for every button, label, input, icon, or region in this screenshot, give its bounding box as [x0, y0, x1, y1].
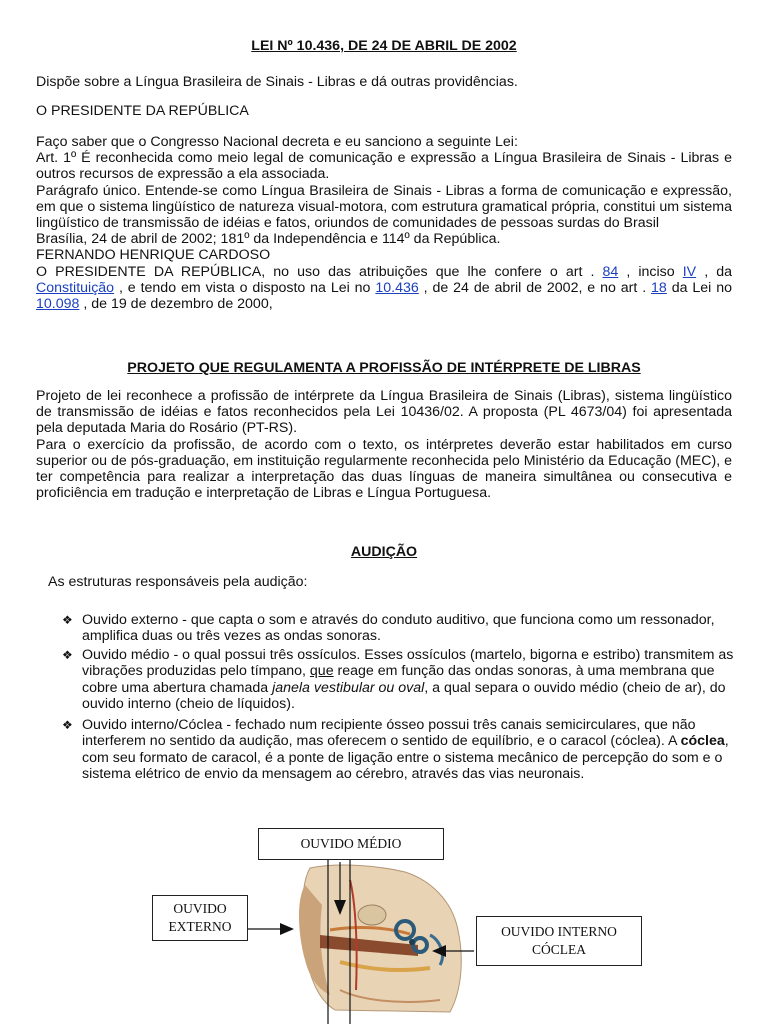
item2-underlined: que	[309, 663, 334, 680]
label-ouvido-medio-text: OUVIDO MÉDIO	[300, 836, 402, 851]
final-text-7: , de 19 de dezembro de 2000,	[79, 296, 273, 313]
project-title: PROJETO QUE REGULAMENTA A PROFISSÃO DE INTÉRPRETE DE LIBRAS	[127, 360, 641, 376]
label-ouvido-medio	[258, 828, 444, 860]
project-paragraph-2: Para o exercício da profissão, de acordo com o texto, os intérpretes deverão estar habilitados em curso superior ou de pós-graduação, em instituição regularmente reconhecida pelo Ministério da Educação (MEC), e ter competência para realizar a interpretação das duas línguas de maneira simultânea ou consecutiva e proficiência em tradução e interpretação de Libras e Língua Portuguesa.	[36, 436, 732, 502]
ear-illustration-icon	[299, 865, 461, 1012]
project-paragraph-1: Projeto de lei reconhece a profissão de intérprete da Língua Brasileira de Sinais (Libras), sistema lingüístico de transmissão de idéias e fatos reconhecidos pela Lei 10436/02. A proposta (PL 4673/04) foi apresentada pela deputada Maria do Rosário (PT-RS).	[36, 388, 732, 437]
audicao-title: AUDIÇÃO	[350, 544, 418, 560]
list-item-text: Ouvido externo - que capta o som e através do conduto auditivo, que funciona como um ressonador, amplifica duas ou três vezes as ondas sonoras.	[82, 612, 715, 645]
final-text-4: , e tendo em vista o disposto na Lei no	[114, 279, 376, 296]
president-heading: O PRESIDENTE DA REPÚBLICA	[36, 103, 249, 119]
bullet-diamond-icon: ❖	[62, 648, 73, 662]
decree-line: Faço saber que o Congresso Nacional decreta e eu sanciono a seguinte Lei:	[36, 134, 518, 150]
label-ouvido-externo-line-1: OUVIDO	[173, 901, 227, 916]
link-constituicao[interactable]: Constituição	[36, 279, 115, 296]
final-text-2: , inciso	[618, 263, 683, 280]
article-1: Art. 1º É reconhecida como meio legal de comunicação e expressão a Língua Brasileira de Sinais - Libras e outros recursos de expressão a ela associada.	[36, 150, 732, 183]
item2-italic: janela vestibular ou oval	[272, 679, 425, 696]
final-text-3: , da	[696, 263, 733, 280]
sole-paragraph: Parágrafo único. Entende-se como Língua Brasileira de Sinais - Libras a forma de comunicação e expressão, em que o sistema lingüístico de natureza visual-motora, com estrutura gramatical própria, constitui um sistema lingüístico de transmissão de idéias e fatos, oriundos de comunidades de pessoas surdas do Brasil	[36, 182, 732, 232]
item3-text-c: , com seu formato de caracol, é a ponte de ligação entre o sistema mecânico de percepção do som e o sistema elétrico de envio da mensagem ao cérebro, através das vias neuronais.	[82, 733, 729, 783]
label-ouvido-externo	[152, 895, 248, 941]
final-text-5: , de 24 de abril de 2002, e no art .	[418, 279, 652, 296]
item2-text-a: Ouvido médio - o qual possui três ossículos. Esses ossículos (martelo, bigorna e estribo) transmitem as vibrações produzidas pelo tímpano,	[82, 647, 734, 680]
law-summary: Dispõe sobre a Língua Brasileira de Sinais - Libras e dá outras providências.	[36, 74, 518, 90]
link-art-18[interactable]: 18	[651, 279, 667, 296]
arrow-right-icon	[280, 923, 294, 935]
date-line: Brasília, 24 de abril de 2002; 181º da Independência e 114º da República.	[36, 231, 501, 248]
bullet-diamond-icon: ❖	[62, 613, 73, 627]
link-inciso-iv[interactable]: IV	[682, 263, 697, 280]
link-lei-10436[interactable]: 10.436	[375, 279, 419, 296]
item3-bold: cóclea	[680, 733, 725, 750]
final-text-1: O PRESIDENTE DA REPÚBLICA, no uso das atribuições que lhe confere o art .	[36, 263, 603, 280]
item2-text-c: reage em função das ondas sonoras, à uma membrana que cobre uma abertura chamada	[82, 663, 715, 696]
signature: FERNANDO HENRIQUE CARDOSO	[36, 247, 271, 264]
link-lei-10098[interactable]: 10.098	[36, 296, 80, 313]
law-title: LEI Nº 10.436, DE 24 DE ABRIL DE 2002	[251, 38, 517, 54]
link-art-84[interactable]: 84	[602, 263, 619, 280]
audicao-intro: As estruturas responsáveis pela audição:	[48, 574, 308, 590]
item2-text-e: , a qual separa o ouvido médio (cheio de ar), do ouvido interno (cheio de líquidos).	[82, 679, 726, 713]
bullet-diamond-icon: ❖	[62, 718, 73, 732]
label-ouvido-externo-line-2: EXTERNO	[168, 919, 232, 934]
item3-text-a: Ouvido interno/Cóclea - fechado num recipiente ósseo possui três canais semicirculares, que não interferem no sentido da audição, mas oferecem o sentido de equilíbrio, e o caracol (cóclea). A	[82, 717, 696, 750]
label-ouvido-interno-line-1: OUVIDO INTERNO	[501, 924, 617, 939]
label-ouvido-interno-line-2: CÓCLEA	[532, 942, 586, 957]
label-ouvido-interno	[476, 916, 642, 966]
final-text-6: da Lei no	[666, 279, 732, 296]
